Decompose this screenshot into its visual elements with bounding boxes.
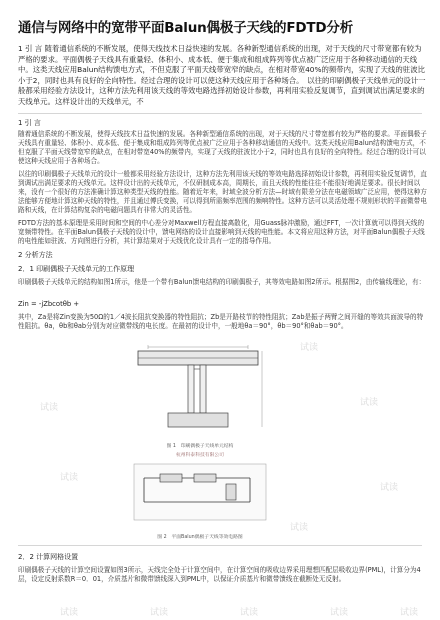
- body-paragraph-1: 随着通信系统的不断发展，使得天线技术日益快速的发展。各种新型通信系统的出现，对于天线的尺寸带宽都有较为严格的要求。平面偶极子天线具有重量轻、体积小、成本低、便于集成和组成阵列等优点被广泛应用于各种移动通信的天线中。这类天线应用Balun结构馈电方式，不但克服了平面天线带宽窄的缺点，在相对带宽40%的频带内，实现了天线的驻波比小于2，同时也具有良好的全向特性。经过合理的设计可以使这种天线应用于各种场合。: [18, 130, 427, 165]
- intro-paragraph: 1 引 言 随着通信系统的不断发展，使得天线技术日益快速的发展。各种新型通信系统的出现，对于天线的尺寸带宽都有较为严格的要求。平面偶极子天线具有重量轻、体积小、成本低、便于集成和组成阵列等优点被广泛应用于各种移动通信的天线中。这类天线应用Balun结构馈电方式，不但克服了平面天线带宽窄的缺点，在相对带宽40%的频带内，实现了天线的驻波比小于2，同时也具有良好的全向特性。经过合理的设计可以使这种天线应用于各种场合。 以往的印刷偶极子天线单元的设计一般都采用经验方法设计，这种方法先利用该天线的等效电路选择初始设计参数，再利用实验反复调节，直到调试出满足要求的天线单元。这样设计出的天线单元，不: [18, 44, 426, 106]
- subsection-heading-principle: 2．1 印刷偶极子天线单元的工作原理: [18, 265, 135, 273]
- watermark: 试读: [400, 608, 419, 618]
- figure-2-equivalent-circuit: [130, 460, 270, 530]
- figure-watermark: 杭州科泰科技有限公司: [176, 453, 224, 458]
- watermark: 试读: [360, 398, 379, 408]
- watermark: 试读: [290, 523, 309, 533]
- subsection-heading-grid: 2．2 计算网格设置: [18, 553, 79, 561]
- formula: Zin = -jZbcotθb +: [18, 300, 80, 308]
- watermark: 试读: [300, 343, 319, 353]
- body-paragraph-2: 以往的印刷偶极子天线单元的设计一般都采用经验方法设计，这种方法先利用该天线的等效电路选择初始设计参数，再利用实验反复调节，直到调试出满足要求的天线单元。这样设计出的天线单元，不仅研制成本高，周期长，而且天线的性能往往不能很好地满足要求。很长时间以来，没有一个很好的方法准确计算这种类型天线的性能。随着近年来，时域全波分析方法—时域有限差分法在电磁领域广泛应用，使得这种方法能够方便地计算这种天线的特性，并且通过傅氏变换，可以得到所需频率范围的频响特性。这种方法可以灵活处理不规则形状的平面微带电路和天线，在计算结构复杂的电磁问题具有非常大的灵活性。: [18, 170, 427, 214]
- section-heading-methods: 2 分析方法: [18, 251, 53, 259]
- body-paragraph-5: 其中，Za是将Zin变换为50Ω的1／4波长阻抗变换器的特性阻抗；Zb是开路枝节的特性阻抗；Zab是振子两臂之间开缝的等效共面波导的特性阻抗。θa，θb和θab分别为对应微带线的电长度。在最初的设计中，一般地θa＝90°，θb＝90°和θab＝90°。: [18, 313, 424, 330]
- watermark: 试读: [240, 608, 259, 618]
- section-heading-intro: 1 引 言: [18, 119, 41, 127]
- figure-2-caption: 图 2 平面Balun偶极子天线等效电路图: [157, 535, 243, 540]
- watermark: 试读: [40, 403, 59, 413]
- figure-1-dipole-structure: [128, 345, 268, 440]
- page-title: 通信与网络中的宽带平面Balun偶极子天线的FDTD分析: [18, 20, 353, 36]
- watermark: 试读: [150, 608, 169, 618]
- figure-1-caption: 图 1 印刷偶极子天线单元结构: [166, 444, 234, 449]
- body-paragraph-4: 印刷偶极子天线单元的结构如图1所示，他是一个带有Balun馈电结构的印刷偶极子，其等效电路如图2所示。根据图2，由传输线理论，有：: [18, 278, 426, 286]
- section-divider: [18, 113, 422, 114]
- body-paragraph-3: FDTD方法的基本原理是采用时间和空间的中心差分对Maxwell方程直接离散化，用Guass脉冲激励，通过FFT，一次计算就可以得到天线的宽频带特性。在平面Balun偶极子天线的设计中，馈电网络的设计直接影响到天线的电性能。本文将应用这种方法，对平面Balun偶极子天线的电性能如驻波、方向图进行分析，其计算结果对于天线优化设计具有一定的指导作用。: [18, 219, 425, 245]
- watermark: 试读: [380, 483, 399, 493]
- watermark: 试读: [330, 608, 349, 618]
- body-paragraph-6: 印刷偶极子天线的计算空间设置如图3所示，天线完全处于计算空间中，在计算空间的吸收边界采用理想匹配层吸收边界(PML)，计算分为4层，设定反射系数R＝0．01，介质基片和微带馈线深入到PML中，以保证介质基片和微带馈线在截断处无反射。: [18, 566, 421, 583]
- watermark: 试读: [60, 608, 79, 618]
- section-divider-2: [18, 545, 422, 546]
- watermark: 试读: [60, 473, 79, 483]
